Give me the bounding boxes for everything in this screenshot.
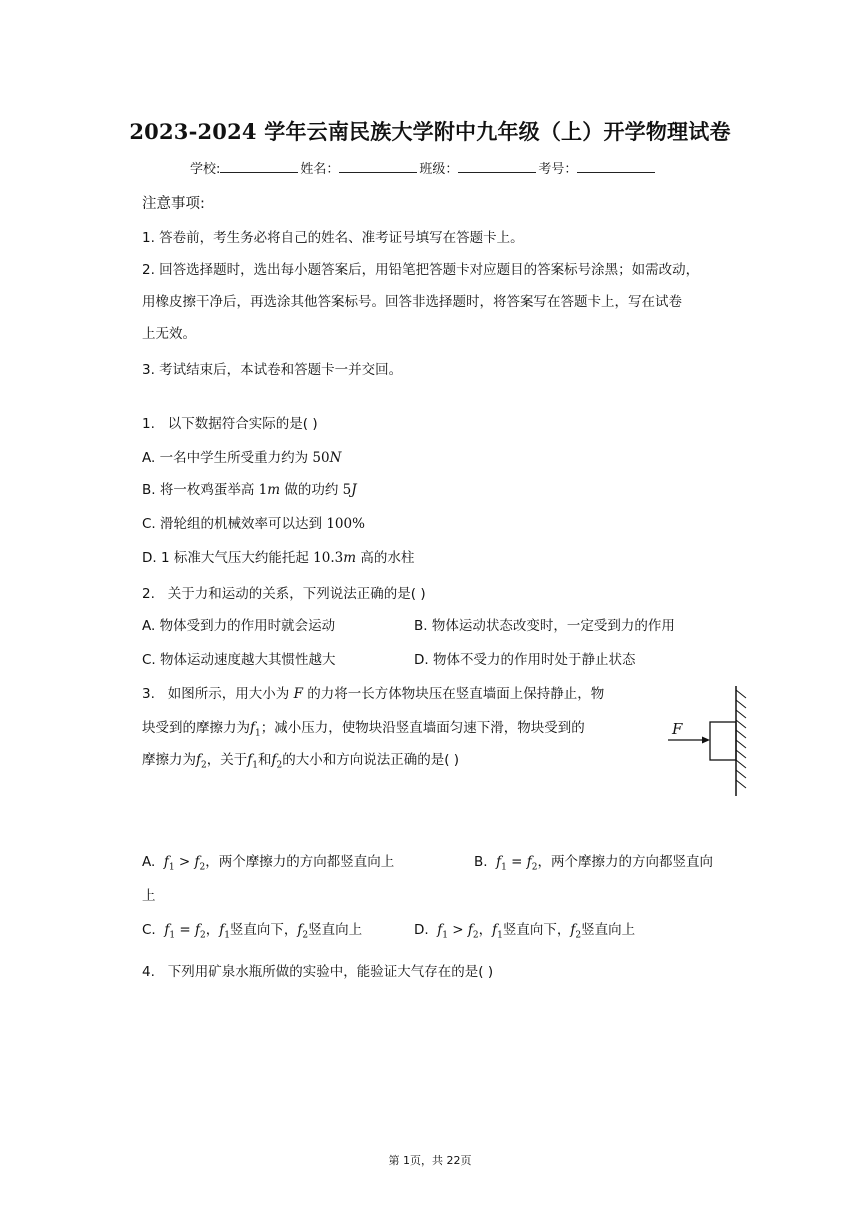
q3-f-symbol: f — [194, 922, 200, 938]
q3-line3-pre: 摩擦力为 — [142, 752, 196, 768]
q3-line3-mid1: ，关于 — [206, 752, 248, 768]
school-blank — [220, 159, 298, 173]
name-label: 姓名： — [300, 162, 340, 177]
q3-line1-post: 的力将一长方体物块压在竖直墙面上保持静止，物 — [302, 686, 605, 702]
q3-line-2 — [142, 716, 585, 739]
notice-line-1: 1. 答卷前，考生务必将自己的姓名、准考证号填写在答题卡上。 — [142, 230, 524, 246]
student-info-line — [190, 158, 657, 177]
q1-a-text: A. 一名中学生所受重力约为 — [142, 450, 313, 466]
q3-f-symbol: f — [250, 720, 255, 736]
q2-option-a: A. 物体受到力的作用时就会运动 — [142, 618, 336, 634]
q3-f-symbol: f — [496, 854, 502, 870]
q1-number: 1. — [142, 416, 155, 432]
q3-sub-1: 1 — [169, 930, 176, 941]
q1-option-c — [142, 512, 365, 532]
q1-d-unit: m — [343, 550, 357, 566]
number-label: 考号： — [538, 162, 578, 177]
q3-line2-post: ；减小压力，使物块沿竖直墙面匀速下滑，物块受到的 — [260, 720, 585, 736]
school-label: 学校: — [190, 162, 221, 177]
class-blank — [458, 159, 536, 173]
q3-eq-sign: = — [175, 922, 195, 938]
q3-f-symbol: f — [196, 752, 201, 768]
q3-sub-1: 1 — [252, 760, 258, 771]
q3-sub-2: 2 — [531, 862, 538, 873]
q1-d-text: D. 1 标准大气压大约能托起 — [142, 550, 314, 566]
q3-eq-sign: = — [506, 854, 527, 870]
q3-option-d: D. $f_1 > f_2$，$f_1$竖直向下，$f_2$竖直向上 — [414, 922, 636, 941]
q2-option-d: D. 物体不受力的作用时处于静止状态 — [414, 652, 636, 668]
q3-f-symbol: f — [297, 922, 303, 938]
q3-sub-1: 1 — [224, 930, 230, 941]
q3-line-1 — [142, 682, 604, 702]
q3-line-3 — [142, 748, 459, 771]
q3-f-symbol: f — [570, 922, 576, 938]
q1-b-mid: 做的功约 — [280, 482, 343, 498]
q1-b-value2: 5 — [342, 482, 352, 498]
q3-sub-1: 1 — [497, 930, 503, 941]
name-blank — [339, 159, 417, 173]
force-label: F — [672, 720, 683, 738]
notice-line-2b: 用橡皮擦干净后，再选涂其他答案标号。回答非选择题时，将答案写在答题卡上，写在试卷 — [142, 294, 682, 310]
q3-f-symbol: f — [437, 922, 443, 938]
q1-option-d — [142, 546, 414, 566]
q1-b-value: 1 — [258, 482, 268, 498]
q2-text: 关于力和运动的关系，下列说法正确的是( ) — [167, 586, 426, 602]
q2-stem — [142, 582, 426, 602]
number-blank — [577, 159, 655, 173]
q1-option-b — [142, 478, 357, 498]
page-title: 2023-2024 学年云南民族大学附中九年级（上）开学物理试卷 — [129, 119, 731, 144]
q4-text: 下列用矿泉水瓶所做的实验中，能验证大气存在的是( ) — [167, 964, 494, 980]
q3-number: 3. — [142, 686, 155, 702]
q3-sub-1: 1 — [168, 862, 175, 873]
q1-b-unit2: J — [351, 482, 357, 498]
q2-option-b: B. 物体运动状态改变时，一定受到力的作用 — [414, 618, 675, 634]
q3-c-text2: 竖直向上 — [308, 922, 363, 938]
block — [710, 722, 736, 760]
q3-f-symbol: f — [492, 922, 498, 938]
q1-c-value: 100% — [326, 516, 365, 532]
q3-f-symbol: f — [467, 922, 473, 938]
q3-d-text: 竖直向下， — [502, 922, 571, 938]
q3-f-symbol: f — [219, 922, 225, 938]
q1-b-unit: m — [267, 482, 281, 498]
block-wall-figure — [660, 682, 780, 800]
q3-b-text: ，两个摩擦力的方向都竖直向 — [537, 854, 714, 870]
q3-d-text2: 竖直向上 — [581, 922, 636, 938]
q1-option-a — [142, 446, 341, 466]
notice-line-2c: 上无效。 — [142, 326, 196, 342]
q3-c-text: 竖直向下， — [229, 922, 298, 938]
q3-sub-1: 1 — [255, 728, 261, 739]
q3-force-symbol: F — [293, 686, 303, 702]
q3-line2-pre: 块受到的摩擦力为 — [142, 720, 250, 736]
q2-option-c: C. 物体运动速度越大其惯性越大 — [142, 652, 336, 668]
notice-line-2a: 2. 回答选择题时，选出每小题答案后，用铅笔把答题卡对应题目的答案标号涂黑；如需改动， — [142, 262, 700, 278]
q3-option-a: A. $f_1 > f_2$，两个摩擦力的方向都竖直向上 — [142, 854, 395, 873]
notice-heading: 注意事项: — [142, 196, 205, 212]
q3-sub-1: 1 — [501, 862, 507, 873]
q1-b-text: B. 将一枚鸡蛋举高 — [142, 482, 259, 498]
q3-option-b-wrap: 上 — [142, 888, 156, 904]
page-footer: 第 1页，共 22页 — [388, 1154, 472, 1167]
q4-number: 4. — [142, 964, 155, 980]
q3-sub-2: 2 — [199, 862, 206, 873]
q2-number: 2. — [142, 586, 155, 602]
q4-stem — [142, 960, 493, 980]
q3-sub-2: 2 — [302, 930, 309, 941]
wall-hatching — [736, 690, 746, 788]
q1-c-text: C. 滑轮组的机械效率可以达到 — [142, 516, 327, 532]
q3-sub-2: 2 — [472, 930, 479, 941]
q1-d-value: 10.3 — [313, 550, 344, 566]
q3-gt-sign: > — [448, 922, 468, 938]
q1-d-post: 高的水柱 — [356, 550, 415, 566]
q3-sub-2: 2 — [276, 760, 283, 771]
force-arrowhead — [702, 737, 710, 744]
q3-gt-sign: > — [174, 854, 195, 870]
q3-line3-mid2: 和 — [257, 752, 272, 768]
q1-a-value: 50 — [312, 450, 330, 466]
class-label: 班级： — [419, 162, 459, 177]
q3-f-symbol: f — [526, 854, 532, 870]
q3-sub-2: 2 — [201, 760, 207, 771]
q1-stem — [142, 412, 318, 432]
q3-sub-2: 2 — [575, 930, 582, 941]
q3-line1-pre: 如图所示，用大小为 — [167, 686, 294, 702]
q3-f-symbol: f — [163, 854, 169, 870]
q3-sub-2: 2 — [199, 930, 206, 941]
q1-text: 以下数据符合实际的是( ) — [167, 416, 318, 432]
q3-sub-1: 1 — [442, 930, 449, 941]
q1-a-unit: N — [329, 450, 342, 466]
q3-f-symbol: f — [194, 854, 200, 870]
q3-line3-post: 的大小和方向说法正确的是( ) — [282, 752, 460, 768]
q3-f-symbol: f — [271, 752, 277, 768]
q3-f-symbol: f — [247, 752, 253, 768]
q3-option-c: C. $f_1 = f_2$，$f_1$竖直向下，$f_2$竖直向上 — [142, 922, 363, 941]
q3-option-b: B. $f_1 = f_2$，两个摩擦力的方向都竖直向 — [474, 854, 714, 873]
q3-f-symbol: f — [164, 922, 170, 938]
q3-a-text: ，两个摩擦力的方向都竖直向上 — [205, 854, 395, 870]
notice-line-3: 3. 考试结束后，本试卷和答题卡一并交回。 — [142, 362, 403, 378]
